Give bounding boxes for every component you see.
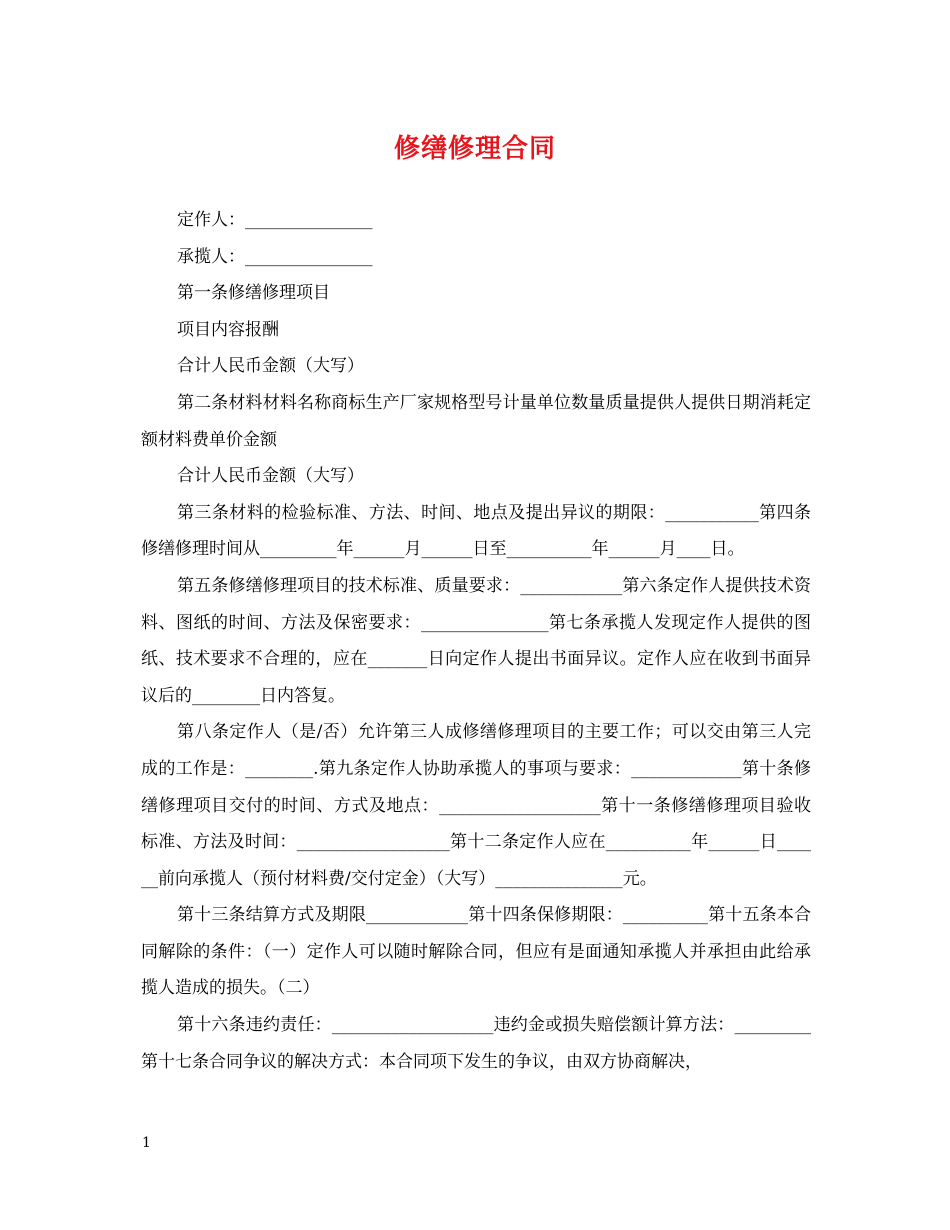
article-8-12: 第八条定作人（是/否）允许第三人成修缮修理项目的主要工作；可以交由第三人完成的工作是：________.第九条定作人协助承揽人的事项与要求：_____________第十条修缮修理项目交付的时间、方式及地点：___________________第十一条修缮修理项目验收标准、方法及时间：__________________第十二条定作人应在__________年______日______前向承揽人（预付材料费/交付定金）（大写）_______________元。 xyxy=(141,722,811,889)
total-amount-line: 合计人民币金额（大写） xyxy=(177,356,364,377)
article-5-7: 第五条修缮修理项目的技术标准、质量要求：____________第六条定作人提供技术资料、图纸的时间、方法及保密要求：_______________第七条承揽人发现定作人提供的图纸、技术要求不合理的，应在_______日向定作人提出书面异议。定作人应在收到书面异议后的________日内答复。 xyxy=(141,575,811,706)
article-2: 第二条材料材料名称商标生产厂家规格型号计量单位数量质量提供人提供日期消耗定额材料费单价金额 xyxy=(141,392,811,450)
article-3-4: 第三条材料的检验标准、方法、时间、地点及提出异议的期限：___________第四条修缮修理时间从_________年______月______日至__________年______月____日。 xyxy=(141,502,811,560)
document-body xyxy=(141,202,811,1080)
document-title: 修缮修理合同 xyxy=(393,134,556,164)
article-1: 第一条修缮修理项目 xyxy=(177,283,330,304)
article-16-17: 第十六条违约责任：___________________违约金或损失赔偿额计算方法：_________第十七条合同争议的解决方式：本合同项下发生的争议，由双方协商解决， xyxy=(141,1015,811,1072)
contractor-field: 承揽人：_______________ xyxy=(177,246,373,267)
page-number: 1 xyxy=(142,1135,151,1151)
article-13-15: 第十三条结算方式及期限____________第十四条保修期限：__________第十五条本合同解除的条件：（一）定作人可以随时解除合同，但应有是面通知承揽人并承担由此给承揽人造成的损失。（二） xyxy=(141,905,811,999)
total-amount-line-2: 合计人民币金额（大写） xyxy=(177,466,364,487)
client-field: 定作人：_______________ xyxy=(177,210,373,230)
item-content-line: 项目内容报酬 xyxy=(177,319,279,340)
